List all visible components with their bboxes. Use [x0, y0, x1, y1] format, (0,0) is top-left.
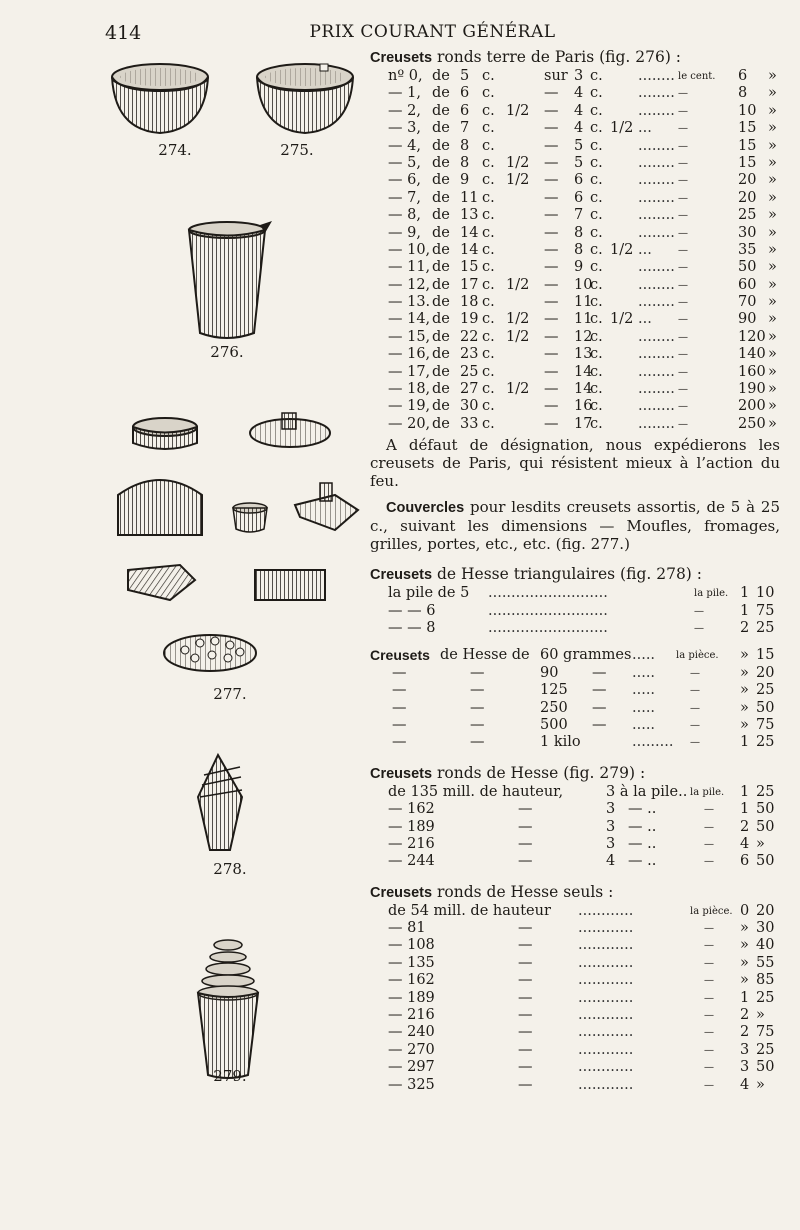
hesse-weight-first-row: Creusets de Hesse de 60 grammes ..... la pièce. » 15: [370, 647, 775, 664]
hesse-weight-row: — — 500 — ..... — » 75: [392, 716, 775, 733]
hesse-triangular-row: — — 8 .......................... — 2 25: [388, 619, 775, 636]
hesse-round-row: — 216 — 3 — .. — 4 »: [388, 835, 765, 852]
hesse-round-row: — 244 — 4 — .. — 6 50: [388, 853, 775, 870]
paris-crucible-row: nº 0, de 5 c. sur 3 c. ........ le cent. 6 »: [388, 68, 777, 84]
paris-crucible-row: — 17, de 25 c. — 14 c. ........ — 160 »: [388, 363, 777, 380]
section-hesse-single-title: Creusets ronds de Hesse seuls :: [370, 882, 614, 901]
paris-crucible-row: — 10, de 14 c. — 8 c. 1/2 ... — 35 »: [388, 241, 777, 258]
hesse-triangular-row: la pile de 5 .......................... la pile. 1 10: [388, 585, 775, 602]
paris-crucible-row: — 9, de 14 c. — 8 c. ........ — 30 »: [388, 224, 777, 241]
hesse-single-row: — 108 — ............ — » 40: [388, 937, 775, 954]
figure-label-279: 279.: [213, 1067, 247, 1085]
figure-label-277: 277.: [213, 685, 247, 703]
illustrations-column: [100, 55, 360, 1205]
section-paris-crucibles-title: Creusets ronds terre de Paris (fig. 276) :: [370, 48, 682, 66]
hesse-single-row: — 135 — ............ — » 55: [388, 954, 775, 971]
paris-crucible-row: — 12, de 17 c. 1/2 — 10 c. ........ — 60 »: [388, 276, 777, 293]
hesse-triangular-table: [388, 585, 780, 637]
hesse-single-first-row: de 54 mill. de hauteur ............ la pièce. 0 20: [388, 902, 775, 919]
hesse-single-row: — 162 — ............ — » 85: [388, 972, 775, 989]
price-list-column: [370, 48, 780, 1094]
paris-crucibles-note: A défaut de désignation, nous expédierons les creusets de Paris, qui résistent mieux à l’action du feu.: [370, 436, 780, 491]
hesse-single-row: — 216 — ............ — 2 »: [388, 1007, 765, 1024]
crucible-engravings: [100, 55, 360, 1205]
figure-label-278: 278.: [213, 860, 247, 878]
paris-crucible-row: — 1, de 6 c. — 4 c. ........ — 8 »: [388, 85, 777, 102]
hesse-round-row: — 162 — 3 — .. — 1 50: [388, 801, 775, 818]
hesse-single-row: — 270 — ............ — 3 25: [388, 1041, 775, 1058]
paris-crucible-row: — 7, de 11 c. — 6 c. ........ — 20 »: [388, 189, 777, 206]
figure-label-275: 275.: [280, 141, 314, 159]
bowl-275-engraving: [257, 64, 353, 133]
paris-crucible-row: — 16, de 23 c. — 13 c. ........ — 140 »: [388, 346, 777, 363]
paris-crucible-row: — 4, de 8 c. — 5 c. ........ — 15 »: [388, 137, 777, 154]
page-number: 414: [105, 22, 142, 44]
paris-crucible-row: — 3, de 7 c. — 4 c. 1/2 ... — 15 »: [388, 120, 777, 137]
paris-crucible-row: — 18, de 27 c. 1/2 — 14 c. ........ — 190 »: [388, 381, 777, 398]
hesse-weight-row: — — 250 — ..... — » 50: [392, 699, 775, 716]
paris-crucible-row: — 14, de 19 c. 1/2 — 11 c. 1/2 ... — 90 »: [388, 311, 777, 328]
page-title: PRIX COURANT GÉNÉRAL: [309, 22, 556, 42]
hesse-weight-row: — — 90 — ..... — » 20: [392, 664, 775, 681]
paris-crucible-row: — 13. de 18 c. — 11 c. ........ — 70 »: [388, 294, 777, 311]
hesse-weight-row: — — 1 kilo ......... — 1 25: [392, 734, 775, 751]
hesse-single-row: — 189 — ............ — 1 25: [388, 989, 775, 1006]
hesse-weight-table: [370, 665, 780, 752]
figure-label-276: 276.: [210, 343, 244, 361]
round-crucibles-279-engraving: [198, 940, 258, 1078]
hesse-single-row: — 240 — ............ — 2 75: [388, 1024, 775, 1041]
paris-crucible-row: — 2, de 6 c. 1/2 — 4 c. ........ — 10 »: [388, 102, 777, 119]
triangular-crucibles-278-engraving: [198, 755, 242, 850]
paris-crucible-row: — 15, de 22 c. 1/2 — 12 c. ........ — 120 »: [388, 328, 777, 345]
hesse-round-table: [388, 801, 780, 871]
paris-crucible-row: — 19, de 30 c. — 16 c. ........ — 200 »: [388, 398, 777, 415]
paris-crucibles-table: [388, 68, 780, 433]
page-header: [105, 22, 760, 48]
paris-crucible-row: — 8, de 13 c. — 7 c. ........ — 25 »: [388, 207, 777, 224]
section-hesse-triangular-title: Creusets de Hesse triangulaires (fig. 278) :: [370, 565, 702, 584]
paris-crucible-row: — 6, de 9 c. 1/2 — 6 c. ........ — 20 »: [388, 172, 777, 189]
hesse-single-table: [388, 920, 780, 1094]
paris-crucible-row: — 5, de 8 c. 1/2 — 5 c. ........ — 15 »: [388, 154, 777, 171]
hesse-triangular-row: — — 6 .......................... — 1 75: [388, 602, 775, 619]
hesse-single-row: — 297 — ............ — 3 50: [388, 1059, 775, 1076]
section-hesse-round-title: Creusets ronds de Hesse (fig. 279) :: [370, 763, 646, 782]
hesse-single-row: — 325 — ............ — 4 »: [388, 1076, 765, 1093]
hesse-single-row: — 81 — ............ — » 30: [388, 920, 775, 937]
lids-277-engraving: [118, 413, 358, 671]
figure-label-274: 274.: [158, 141, 192, 159]
hesse-weight-row: — — 125 — ..... — » 25: [392, 682, 775, 699]
paris-crucible-row: — 20, de 33 c. — 17 c. ........ — 250 »: [388, 415, 777, 432]
bowl-274-engraving: [112, 64, 208, 133]
crucible-276-engraving: [189, 221, 272, 338]
couvercles-paragraph: Couvercles pour lesdits creusets assortis, de 5 à 25 c., suivant les dimensions — Moufles, fromages, grilles, portes, etc., etc. (fig. 277.): [370, 498, 780, 554]
hesse-round-row: — 189 — 3 — .. — 2 50: [388, 818, 775, 835]
paris-crucible-row: — 11, de 15 c. — 9 c. ........ — 50 »: [388, 259, 777, 276]
hesse-round-first-row: de 135 mill. de hauteur, 3 à la pile.. la pile. 1 25: [388, 783, 775, 800]
